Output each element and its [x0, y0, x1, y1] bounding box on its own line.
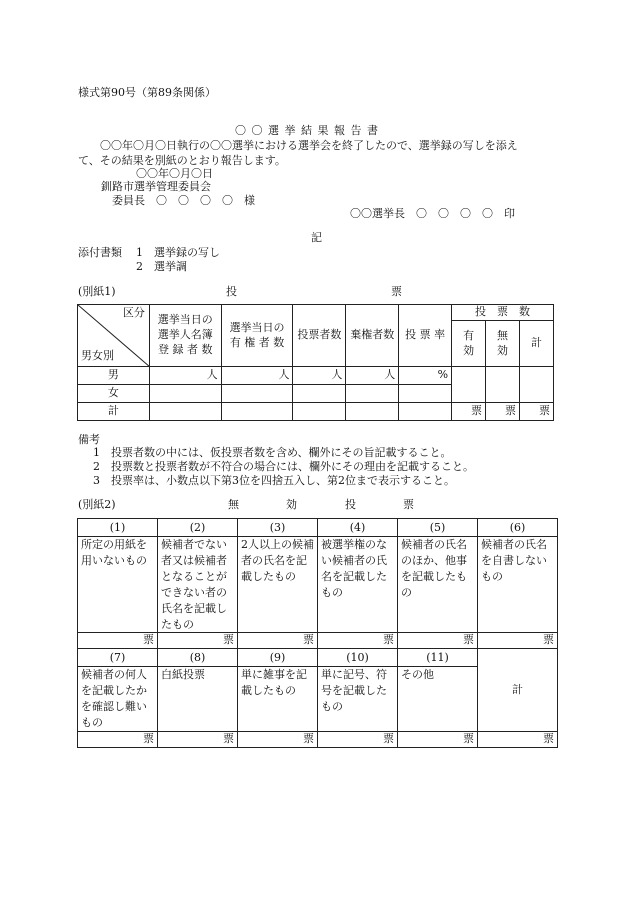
category-text: 候補者の何人を記載したかを確認し難いもの	[78, 667, 158, 732]
notes-label: 備考	[78, 433, 100, 446]
unit-cell: 票	[519, 403, 553, 421]
sheet2-label: (別紙2)	[78, 498, 116, 511]
voting-table	[77, 304, 554, 421]
unit-cell: 人	[149, 367, 221, 385]
rate-header: 投 票 率	[399, 305, 452, 367]
empty-cell	[293, 385, 346, 403]
header-line: 無	[497, 328, 509, 342]
sender: 〇〇選挙長 〇 〇 〇 〇 印	[350, 207, 515, 220]
unit-cell: 票	[158, 633, 238, 649]
unit-cell: 票	[398, 633, 478, 649]
category-num: (10)	[318, 649, 398, 667]
eligible-header	[221, 305, 293, 367]
empty-cell	[149, 403, 221, 421]
category-num: (11)	[398, 649, 478, 667]
total-cell: 計	[478, 649, 558, 732]
valid-header	[452, 321, 486, 367]
header-line: 有	[463, 328, 475, 342]
attachment-item: 1 選挙録の写し	[136, 246, 220, 259]
empty-cell	[221, 385, 293, 403]
category-num: (2)	[158, 519, 238, 537]
table-row	[78, 367, 554, 385]
empty-cell	[149, 385, 221, 403]
table-row	[78, 731, 558, 747]
votes-header: 投 票 数	[452, 305, 554, 321]
table-row	[78, 633, 558, 649]
header-line: 効	[497, 343, 509, 357]
registered-header	[149, 305, 221, 367]
sheet2-heading: 投	[345, 498, 356, 511]
addressee: 委員長 〇 〇 〇 〇 様	[112, 194, 255, 207]
category-text: 単に記号、符号を記載したもの	[318, 667, 398, 732]
header-line: 有 権 者 数	[229, 335, 285, 349]
note-item: 2 投票数と投票者数が不符合の場合には、欄外にその理由を記載すること。	[93, 460, 474, 473]
unit-cell: 票	[78, 731, 158, 747]
empty-cell	[221, 403, 293, 421]
empty-cell	[346, 403, 399, 421]
kubun-header-cell	[78, 305, 150, 367]
category-text: 候補者でない者又は候補者となることができない者の氏名を記載したもの	[158, 536, 238, 633]
header-line: 選挙人名簿	[157, 328, 213, 342]
category-text: 候補者の氏名を自書しないもの	[478, 536, 558, 633]
table-row	[78, 649, 558, 667]
empty-cell	[293, 403, 346, 421]
unit-cell: 票	[452, 403, 486, 421]
ki-mark: 記	[311, 231, 322, 244]
empty-cell	[346, 385, 399, 403]
sheet1-heading: 票	[391, 285, 402, 298]
unit-cell: %	[399, 367, 452, 385]
category-text: 白紙投票	[158, 667, 238, 732]
sheet1-label: (別紙1)	[78, 285, 116, 298]
row-label: 計	[78, 403, 150, 421]
sheet2-heading: 票	[403, 498, 414, 511]
category-num: (4)	[318, 519, 398, 537]
unit-cell: 票	[158, 731, 238, 747]
table-row	[78, 536, 558, 633]
unit-cell: 人	[293, 367, 346, 385]
header-line: 効	[463, 343, 475, 357]
category-num: (8)	[158, 649, 238, 667]
unit-cell: 票	[318, 633, 398, 649]
category-num: (9)	[238, 649, 318, 667]
unit-cell: 票	[398, 731, 478, 747]
attachments-label: 添付書類	[78, 246, 122, 259]
category-text: 所定の用紙を用いないもの	[78, 536, 158, 633]
header-line: 選挙当日の	[157, 313, 213, 327]
sheet2-heading: 無	[228, 498, 239, 511]
addressee-org: 釧路市選挙管理委員会	[101, 180, 211, 193]
note-item: 1 投票者数の中には、仮投票者数を含め、欄外にその旨記載すること。	[93, 446, 452, 459]
sheet2-heading: 効	[286, 498, 297, 511]
body-line-1: 〇〇年〇月〇日執行の〇〇選挙における選挙会を終了したので、選挙録の写しを添え	[100, 139, 518, 152]
empty-cell	[519, 367, 553, 403]
total-header: 計	[519, 321, 553, 367]
body-line-2: て、その結果を別紙のとおり報告します。	[78, 154, 286, 167]
abstain-header: 棄権者数	[346, 305, 399, 367]
invalid-header	[486, 321, 520, 367]
unit-cell: 票	[478, 731, 558, 747]
gender-label: 男女別	[81, 349, 114, 363]
category-text: 2人以上の候補者の氏名を記載したもの	[238, 536, 318, 633]
category-num: (6)	[478, 519, 558, 537]
table-row	[78, 519, 558, 537]
category-text: その他	[398, 667, 478, 732]
unit-cell: 票	[238, 633, 318, 649]
category-num: (3)	[238, 519, 318, 537]
unit-cell: 票	[478, 633, 558, 649]
unit-cell: 人	[221, 367, 293, 385]
voters-header: 投票者数	[293, 305, 346, 367]
form-label: 様式第90号（第89条関係）	[78, 86, 216, 99]
row-label: 男	[78, 367, 150, 385]
category-text: 単に雑事を記載したもの	[238, 667, 318, 732]
sheet1-heading: 投	[226, 285, 237, 298]
category-num: (7)	[78, 649, 158, 667]
unit-cell: 票	[238, 731, 318, 747]
empty-cell	[452, 367, 486, 403]
empty-cell	[486, 367, 520, 403]
category-num: (1)	[78, 519, 158, 537]
header-line: 選挙当日の	[229, 320, 285, 334]
header-line: 登 録 者 数	[157, 342, 213, 356]
unit-cell: 票	[78, 633, 158, 649]
note-item: 3 投票率は、小数点以下第3位を四捨五入し、第2位まで表示すること。	[93, 474, 455, 487]
empty-cell	[399, 403, 452, 421]
attachment-item: 2 選挙調	[136, 260, 187, 273]
kubun-label: 区分	[122, 306, 145, 319]
page-title: 〇 〇 選 挙 結 果 報 告 書	[235, 124, 379, 137]
category-text: 被選挙権のない候補者の氏名を記載したもの	[318, 536, 398, 633]
report-date: 〇〇年〇月〇日	[136, 167, 213, 180]
invalid-votes-table	[77, 518, 558, 748]
table-row	[78, 403, 554, 421]
row-label: 女	[78, 385, 150, 403]
category-num: (5)	[398, 519, 478, 537]
unit-cell: 票	[486, 403, 520, 421]
unit-cell: 人	[346, 367, 399, 385]
unit-cell: 票	[318, 731, 398, 747]
category-text: 候補者の氏名のほか、他事を記載したもの	[398, 536, 478, 633]
empty-cell	[399, 385, 452, 403]
